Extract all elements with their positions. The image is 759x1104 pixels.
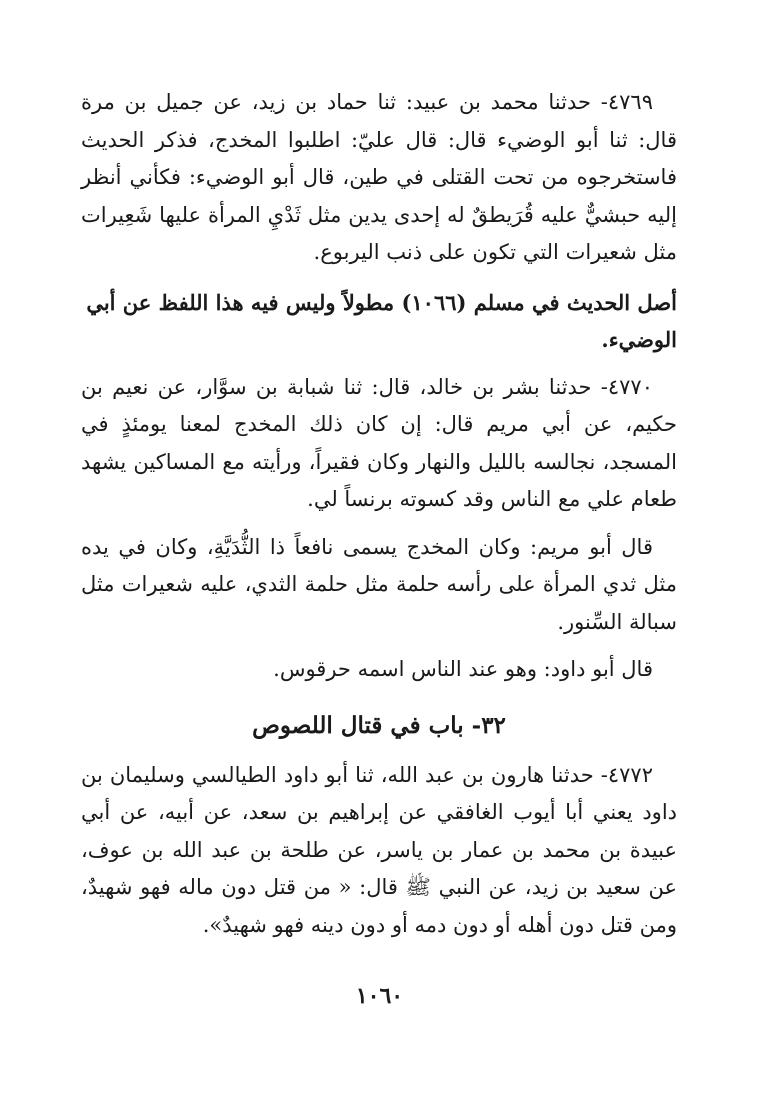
abu-maryam-paragraph: [81, 529, 677, 642]
hadith-4770-body: حكيم، عن أبي مريم قال: إن كان ذلك المخدج لمعنا يومئذٍ في المسجد، نجالسه بالليل والنهار وكان فقيراً، ورأيته مع المساكين يشهد طعام علي مع الناس وقد كسوته برنساً لي.: [81, 412, 677, 511]
hadith-4769-first-line: ٤٧٦٩- حدثنا محمد بن عبيد: ثنا حماد بن زيد، عن جميل بن مرة: [81, 90, 653, 114]
hadith-4772-first-line: ٤٧٧٢- حدثنا هارون بن عبد الله، ثنا أبو داود الطيالسي وسليمان بن: [81, 762, 653, 787]
abu-maryam-first-line: قال أبو مريم: وكان المخدج يسمى نافعاً ذا الثُّدَيَّةِ، وكان في يده مثل: [81, 534, 677, 596]
abu-dawud-note: قال أبو داود: وهو عند الناس اسمه حرقوس.: [273, 657, 653, 681]
hadith-4769: [81, 84, 677, 272]
chapter-heading: ٣٢- باب في قتال اللصوص: [252, 711, 506, 739]
hadith-4769-body: قال: ثنا أبو الوضيء قال: قال عليّ: اطلبوا المخدج، فذكر الحديث فاستخرجوه من تحت القتلى في طين، قال أبو الوضيء: فكأني أنظر إليه حبشيٌّ عليه قُرَيطقٌ له إحدى يدين مثل ثَدْيِ المرأة عليها شَعِيرات مثل شعيرات التي تكون على ذنب اليربوع.: [81, 127, 677, 264]
hadith-4770-first-line: ٤٧٧٠- حدثنا بشر بن خالد، قال: ثنا شبابة بن سوَّار، عن نعيم بن: [81, 374, 653, 399]
hadith-4770: [81, 369, 677, 519]
hadith-4772-body: داود يعني أبا أيوب الغافقي عن إبراهيم بن سعد، عن أبيه، عن أبي عبيدة بن محمد بن عمار بن ياسر، عن طلحة بن عبد الله بن عوف، عن سعيد بن زيد، عن النبي ﷺ قال: « من قتل دون ماله فهو شهيدٌ، ومن قتل دون أهله أو دون دمه أو دون دينه فهو شهيدٌ».: [81, 800, 677, 937]
page-number: ١٠٦٠: [355, 983, 404, 1009]
page-content: [81, 84, 677, 944]
abu-maryam-body: ثدي المرأة على رأسه حلمة مثل حلمة الثدي، عليه شعيرات مثل سبالة السِّنور.: [81, 572, 677, 634]
hadith-4772: [81, 757, 677, 945]
takhrij-note: أصل الحديث في مسلم (١٠٦٦) مطولاً وليس فيه هذا اللفظ عن أبي الوضيء.: [86, 289, 677, 352]
